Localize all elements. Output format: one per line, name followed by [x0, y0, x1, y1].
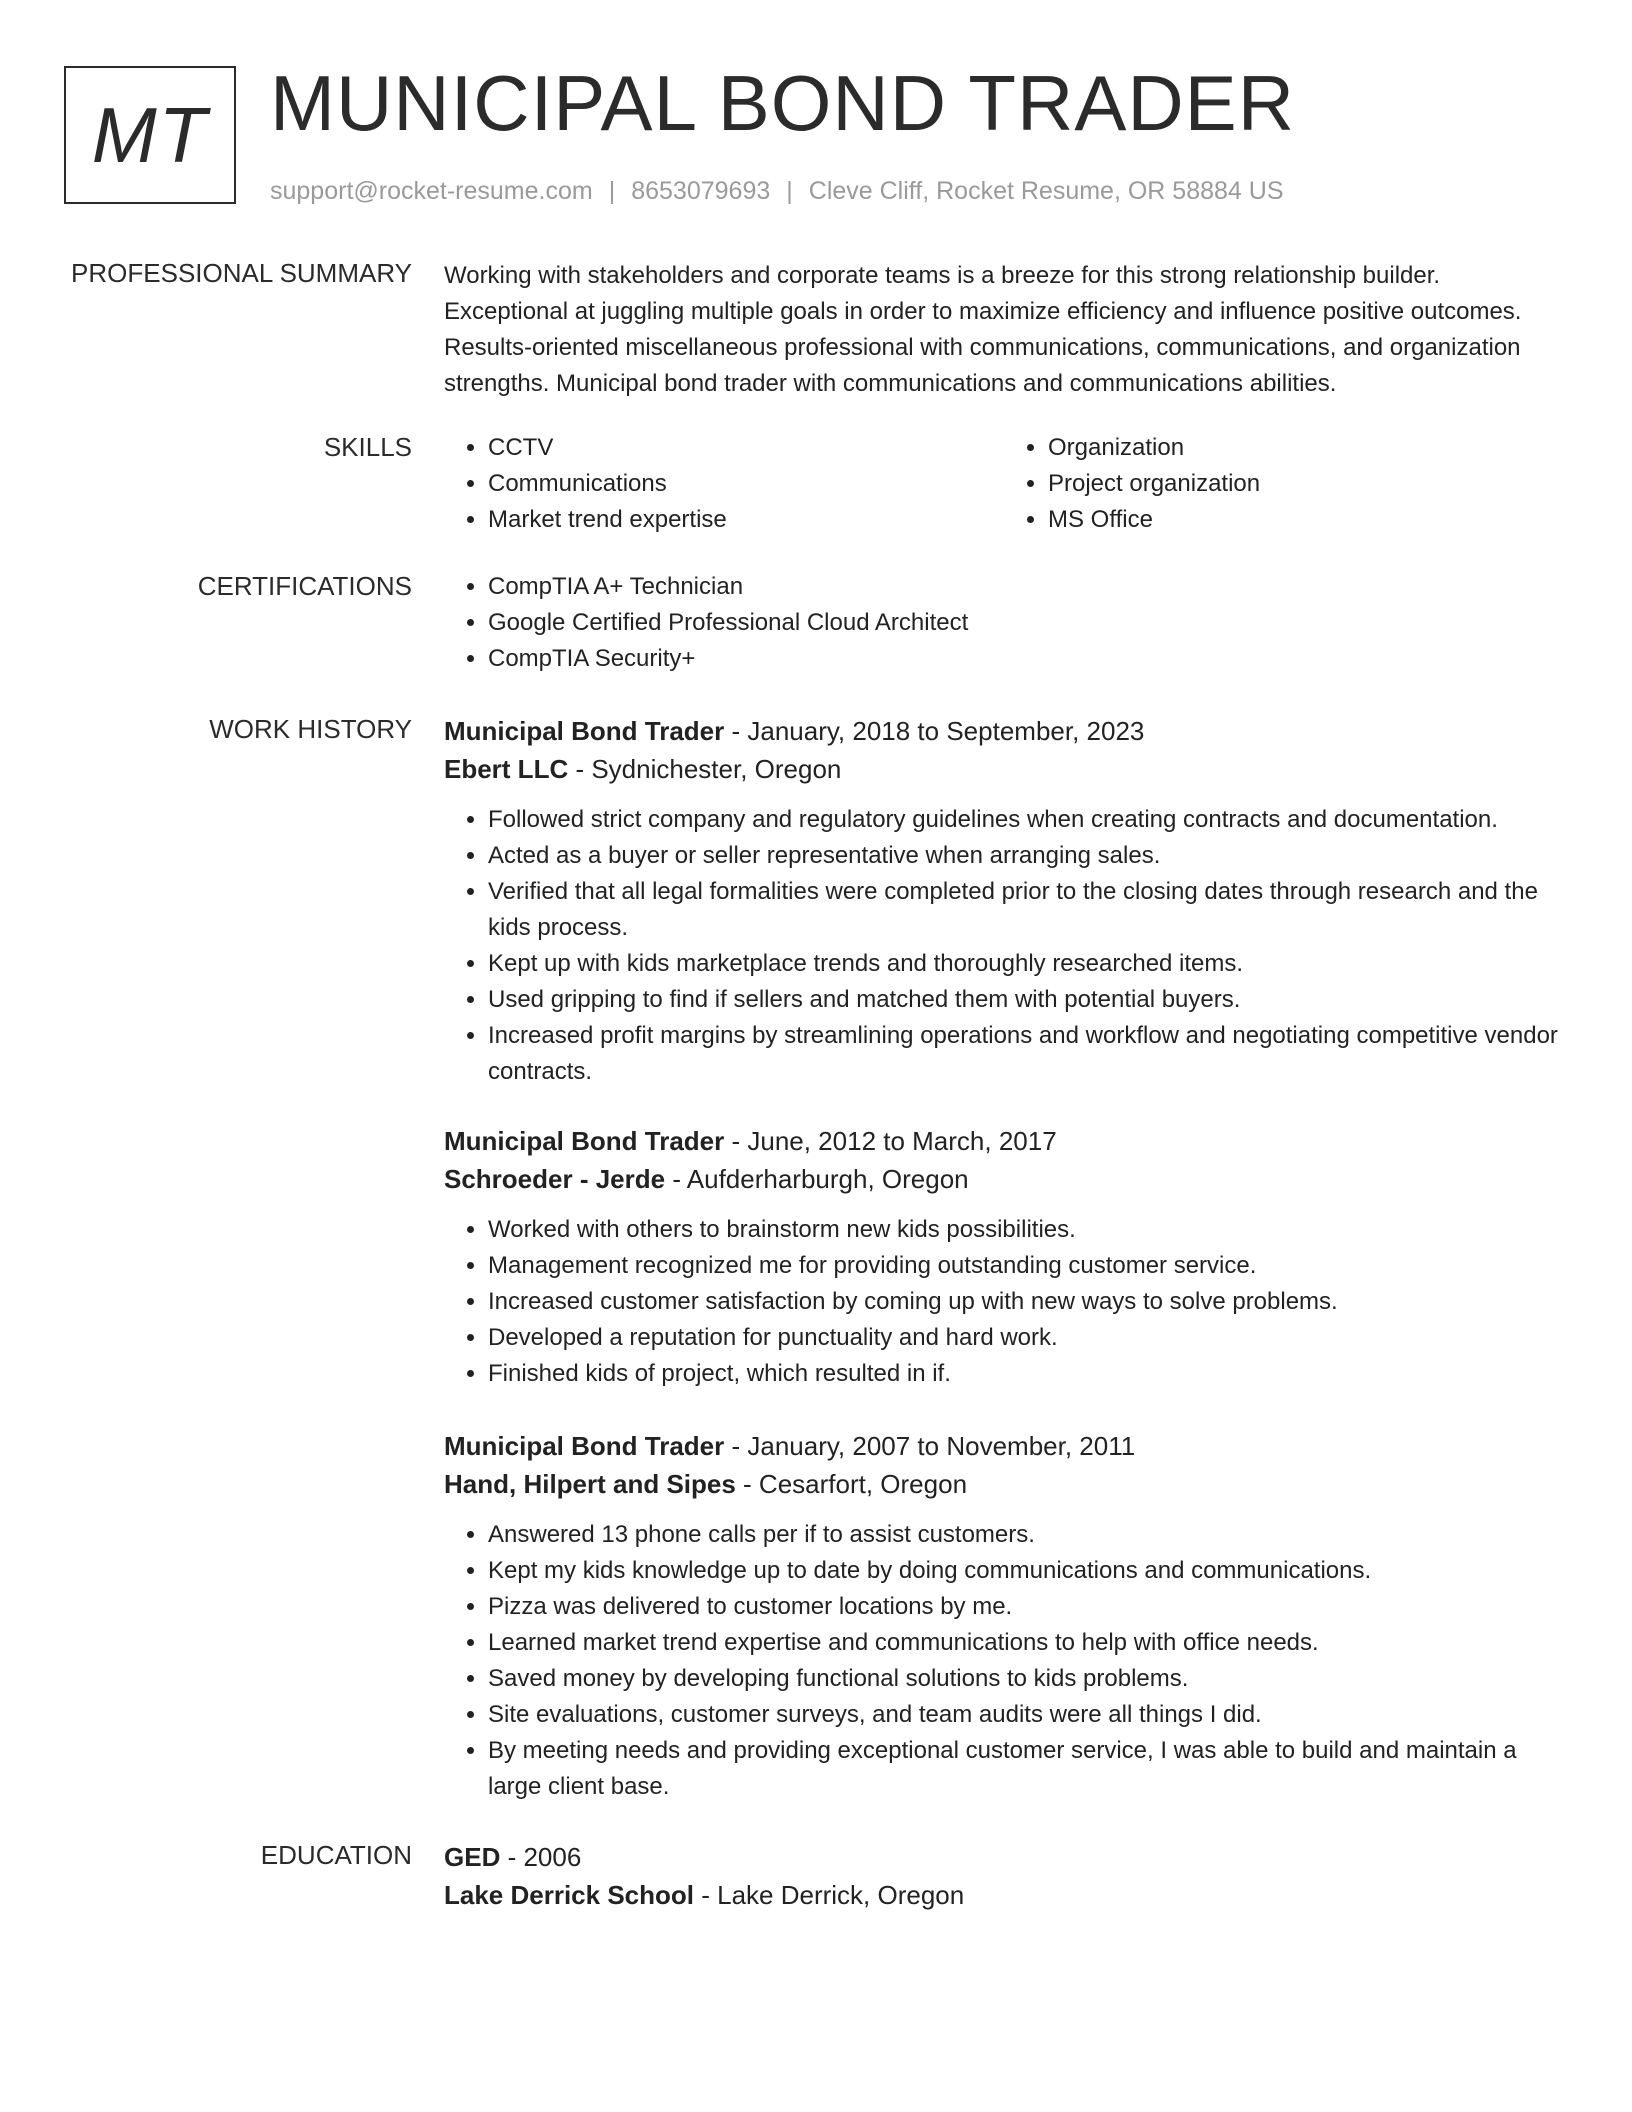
job-bullet-list [444, 802, 1564, 1090]
job-bullet: • Developed a reputation for punctuality and hard work. [488, 1320, 1564, 1356]
job-bullet: • Used gripping to find if sellers and matched them with potential buyers. [488, 982, 1564, 1018]
job-location: - Aufderharburgh, Oregon [665, 1164, 969, 1194]
job-dates: - January, 2007 to November, 2011 [724, 1431, 1136, 1461]
contact-phone: 8653079693 [631, 177, 771, 205]
job-bullet: • Management recognized me for providing outstanding customer service. [488, 1248, 1564, 1284]
job-dates: - January, 2018 to September, 2023 [724, 716, 1145, 746]
monogram-box [64, 66, 236, 204]
contact-email: support@rocket-resume.com [270, 177, 593, 205]
contact-line [270, 174, 1284, 208]
job-bullet: • Kept my kids knowledge up to date by doing communications and communications. [488, 1553, 1564, 1589]
candidate-title: MUNICIPAL BOND TRADER [270, 59, 1296, 147]
job-entry [444, 1122, 1564, 1392]
job-bullet-list [444, 1212, 1564, 1392]
skill-item: • Organization [1048, 430, 1564, 466]
certification-item: • Google Certified Professional Cloud Architect [488, 605, 1564, 641]
job-entry [444, 1427, 1564, 1805]
job-company: Hand, Hilpert and Sipes [444, 1469, 736, 1499]
job-title: Municipal Bond Trader [444, 1126, 725, 1156]
job-title: Municipal Bond Trader [444, 716, 725, 746]
job-bullet: • Finished kids of project, which resulted in if. [488, 1356, 1564, 1392]
skill-item: • CCTV [488, 430, 1004, 466]
job-location: - Sydnichester, Oregon [568, 754, 842, 784]
job-company-line [444, 750, 1564, 788]
job-bullet: • Answered 13 phone calls per if to assist customers. [488, 1517, 1564, 1553]
skills-list-left [444, 430, 1004, 538]
job-bullet: • Verified that all legal formalities were completed prior to the closing dates through research and the kids process. [488, 874, 1564, 946]
contact-separator: | [786, 177, 793, 205]
job-company-line [444, 1465, 1564, 1503]
school-line [444, 1876, 1564, 1914]
skill-item: • MS Office [1048, 502, 1564, 538]
skills-list-right [1004, 430, 1564, 538]
summary-text: Working with stakeholders and corporate teams is a breeze for this strong relationship builder. Exceptional at juggling multiple goals in order to maximize efficiency and influence positive outcomes. Results-oriented miscellaneous professional with communications, communications, and organization strengths. Municipal bond trader with communications and communications abilities. [444, 262, 1522, 397]
job-dates: - June, 2012 to March, 2017 [724, 1126, 1057, 1156]
skills-heading: SKILLS [323, 432, 412, 462]
certifications-list [444, 569, 1564, 677]
job-bullet: • Saved money by developing functional solutions to kids problems. [488, 1661, 1564, 1697]
work-history-heading: WORK HISTORY [209, 714, 412, 744]
job-location: - Cesarfort, Oregon [735, 1469, 968, 1499]
job-title: Municipal Bond Trader [444, 1431, 725, 1461]
certification-item: • CompTIA Security+ [488, 641, 1564, 677]
job-title-line [444, 712, 1564, 750]
job-bullet: • Pizza was delivered to customer locations by me. [488, 1589, 1564, 1625]
certification-item: • CompTIA A+ Technician [488, 569, 1564, 605]
job-bullet: • Site evaluations, customer surveys, and team audits were all things I did. [488, 1697, 1564, 1733]
job-bullet: • Learned market trend expertise and communications to help with office needs. [488, 1625, 1564, 1661]
job-company: Schroeder - Jerde [444, 1164, 666, 1194]
degree-year: - 2006 [500, 1842, 582, 1872]
school-name: Lake Derrick School [444, 1880, 694, 1910]
contact-separator: | [608, 177, 616, 205]
degree: GED [444, 1842, 501, 1872]
skill-item: • Communications [488, 466, 1004, 502]
job-title-line [444, 1122, 1564, 1160]
skill-item: • Market trend expertise [488, 502, 1004, 538]
contact-address: Cleve Cliff, Rocket Resume, OR 58884 US [808, 177, 1284, 205]
summary-heading: PROFESSIONAL SUMMARY [71, 258, 412, 288]
job-bullet: • Increased customer satisfaction by coming up with new ways to solve problems. [488, 1284, 1564, 1320]
job-title-line [444, 1427, 1564, 1465]
education-heading: EDUCATION [260, 1840, 412, 1870]
job-bullet: • Followed strict company and regulatory guidelines when creating contracts and documentation. [488, 802, 1564, 838]
job-bullet: • By meeting needs and providing exceptional customer service, I was able to build and maintain a large client base. [488, 1733, 1564, 1805]
job-bullet: • Acted as a buyer or seller representative when arranging sales. [488, 838, 1564, 874]
skill-item: • Project organization [1048, 466, 1564, 502]
monogram-initials: MT [91, 90, 209, 179]
education-entry [444, 1838, 1564, 1914]
job-entry [444, 712, 1564, 1090]
job-bullet-list [444, 1517, 1564, 1805]
degree-line [444, 1838, 1564, 1876]
job-company-line [444, 1160, 1564, 1198]
job-bullet: • Worked with others to brainstorm new kids possibilities. [488, 1212, 1564, 1248]
job-bullet: • Increased profit margins by streamlining operations and workflow and negotiating competitive vendor contracts. [488, 1018, 1564, 1090]
job-bullet: • Kept up with kids marketplace trends and thoroughly researched items. [488, 946, 1564, 982]
job-company: Ebert LLC [444, 754, 569, 784]
certifications-heading: CERTIFICATIONS [197, 571, 412, 601]
skills-grid [444, 430, 1564, 538]
school-location: - Lake Derrick, Oregon [694, 1880, 965, 1910]
